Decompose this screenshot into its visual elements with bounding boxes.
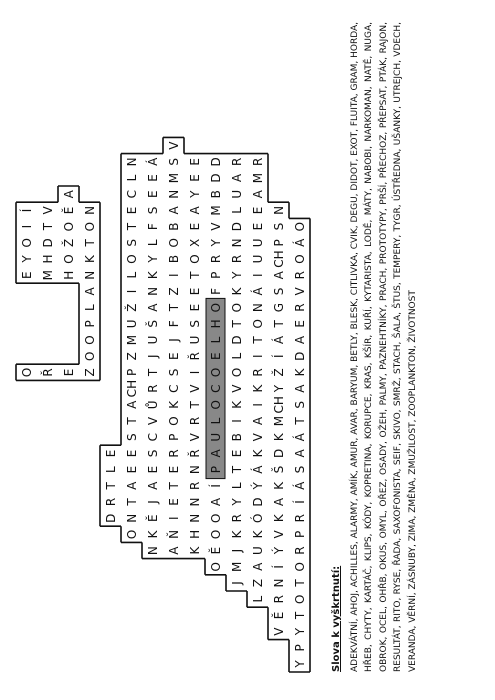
- grid-letter: U: [250, 238, 265, 248]
- grid-letter: Z: [82, 368, 97, 377]
- grid-letter: U: [187, 335, 202, 345]
- grid-letter: E: [145, 190, 160, 198]
- grid-letter: S: [145, 206, 160, 215]
- grid-letter: A: [271, 497, 286, 507]
- grid-letter: N: [82, 270, 97, 280]
- grid-letter: A: [145, 481, 160, 490]
- grid-letter: CH: [124, 379, 139, 398]
- grid-letter: N: [166, 189, 181, 199]
- grid-letter: O: [250, 319, 265, 329]
- grid-letter: T: [292, 417, 307, 425]
- grid-letter: U: [208, 432, 223, 442]
- grid-letter: V: [40, 206, 55, 215]
- grid-letter: E: [124, 465, 139, 474]
- grid-letter: I: [229, 419, 244, 423]
- grid-letter: T: [103, 482, 118, 490]
- grid-letter: P: [208, 271, 223, 279]
- grid-letter: B: [229, 433, 244, 442]
- grid-letter: T: [250, 336, 265, 344]
- grid-letter: V: [271, 627, 286, 636]
- grid-letter: L: [229, 352, 244, 360]
- grid-letter: N: [229, 238, 244, 248]
- grid-letter: N: [271, 578, 286, 588]
- grid-letter: T: [40, 222, 55, 231]
- grid-letter: H: [61, 270, 76, 280]
- grid-letter: V: [145, 416, 160, 426]
- grid-letter: T: [166, 482, 181, 490]
- grid-letter: Ů: [145, 400, 160, 410]
- grid-letter: O: [208, 562, 223, 572]
- grid-letter: E: [292, 320, 307, 328]
- grid-letter: S: [271, 287, 286, 296]
- grid-letter: O: [292, 221, 307, 232]
- grid-letter: E: [166, 498, 181, 506]
- grid-letter: I: [250, 354, 265, 358]
- grid-letter: E: [250, 206, 265, 215]
- grid-letter: R: [250, 368, 265, 377]
- grid-letter: R: [229, 157, 244, 166]
- grid-letter: CH: [271, 250, 286, 268]
- grid-letter: K: [271, 514, 286, 523]
- grid-letter: I: [250, 273, 265, 277]
- word-bank-list: ADEKVÁTNÍ, AHOJ, ACHILLES, ALARMY, AMÍK, AMUR, AVAR, BARYUM, BETLY, BLESK, CITLIVKA, CVIK, DEGU, DIDOT, EXOT, FLUITA, GRAM, HORDA, HŘEB, CHYTY, KARTÁČ, KLIPS, KÓDY, KOPRETINA, KORUPCE, KRAS, KŠÍR, KUŘÍ, KYTARISTA, LODĚ, MÁTY, NABOBI, NARKOMAN, NATĚ, NUGA, OBROK, OCEL, OHŘB, OKUS, OMYL, OŘEZ, OSADY, OŽEH, PALMY, PAZNEHTNÍKY, PRACH, PROTOTYPY, PRŠÍ, PŘECHOZ, PŘEPSAT, PTÁK, RAJON, RESULTÁT, RITO, RYSE, ŘADA, SAXOFONISTA, SEIF, SKIVO, SMRŽ, STACH, ŠALA, ŠTUS, TEMPERY, TYGR, ÚSTŘEDNA, UŠANKY, UTREJCH, VDECH, VERANDA, VĚRNÍ, ZÁSNUBY, ZIMA, ZMĚNA, ZMUŽILOST, ZOOPLANKTON, ŽIVOTNOST: [349, 22, 418, 672]
- grid-letter: K: [229, 400, 244, 409]
- grid-letter: Ý: [250, 482, 265, 490]
- grid-letter: Y: [292, 660, 307, 668]
- grid-letter: S: [166, 158, 181, 166]
- grid-letter: U: [250, 546, 265, 556]
- grid-letter: P: [166, 433, 181, 441]
- grid-letter: S: [166, 368, 181, 377]
- grid-letter: Í: [271, 565, 286, 569]
- grid-letter: N: [187, 513, 202, 523]
- grid-letter: O: [292, 254, 307, 264]
- grid-letter: O: [61, 254, 76, 264]
- grid-letter: Ř: [187, 449, 202, 458]
- grid-letter: Á: [250, 465, 265, 474]
- grid-letter: R: [292, 271, 307, 280]
- grid-letter: V: [166, 141, 181, 150]
- grid-letter: U: [124, 319, 139, 329]
- grid-letter: R: [208, 254, 223, 264]
- grid-letter: A: [208, 449, 223, 458]
- grid-letter: A: [250, 562, 265, 571]
- grid-letter: Š: [145, 320, 160, 328]
- grid-letter: O: [187, 254, 202, 264]
- grid-letter: D: [208, 173, 223, 183]
- grid-letter: O: [208, 367, 223, 378]
- grid-letter: I: [124, 289, 139, 294]
- grid-letter: R: [229, 514, 244, 523]
- grid-letter: O: [19, 367, 34, 378]
- grid-letter: L: [229, 482, 244, 490]
- grid-letter: R: [250, 157, 265, 166]
- grid-letter: Y: [145, 255, 160, 263]
- grid-letter: A: [208, 497, 223, 507]
- grid-letter: V: [208, 222, 223, 231]
- grid-letter: O: [19, 238, 34, 248]
- grid-letter: Ý: [271, 546, 286, 555]
- grid-letter: O: [208, 513, 223, 523]
- grid-letter: K: [229, 530, 244, 539]
- grid-letter: Í: [208, 484, 223, 488]
- grid-letter: Y: [229, 271, 244, 279]
- grid-letter: M: [124, 334, 139, 346]
- grid-letter: R: [145, 384, 160, 393]
- grid-letter: D: [271, 448, 286, 459]
- grid-letter: I: [250, 403, 265, 407]
- grid-letter: O: [124, 254, 139, 264]
- grid-letter: R: [292, 303, 307, 312]
- grid-letter: Ě: [145, 514, 160, 522]
- grid-letter: N: [82, 205, 97, 215]
- grid-letter: Ř: [40, 368, 55, 377]
- word-bank: [330, 22, 420, 672]
- grid-letter: K: [145, 271, 160, 280]
- grid-letter: N: [124, 157, 139, 167]
- grid-letter: J: [145, 500, 160, 504]
- grid-letter: Š: [271, 465, 286, 474]
- grid-letter: X: [187, 238, 202, 247]
- grid-letter: V: [271, 530, 286, 539]
- grid-letter: O: [208, 400, 223, 410]
- grid-letter: P: [292, 644, 307, 652]
- grid-letter: K: [82, 255, 97, 263]
- grid-letter: T: [187, 401, 202, 409]
- grid-letter: N: [187, 465, 202, 475]
- grid-letter: E: [103, 449, 118, 458]
- grid-letter: M: [40, 270, 55, 281]
- grid-letter: O: [229, 302, 244, 313]
- grid-letter: Á: [292, 238, 307, 247]
- grid-letter: L: [208, 336, 223, 344]
- grid-letter: E: [187, 158, 202, 166]
- grid-letter: Í: [19, 208, 34, 213]
- grid-letter: A: [124, 481, 139, 490]
- grid-letter: Á: [145, 157, 160, 166]
- grid-letter: P: [271, 239, 286, 247]
- grid-letter: M: [271, 415, 286, 427]
- grid-letter: L: [250, 595, 265, 603]
- grid-letter: R: [103, 497, 118, 507]
- grid-letter: O: [229, 367, 244, 378]
- grid-letter: E: [124, 449, 139, 458]
- grid-letter: K: [145, 530, 160, 539]
- grid-letter: E: [145, 174, 160, 182]
- grid-letter: E: [208, 352, 223, 360]
- grid-letter: K: [250, 384, 265, 393]
- grid-letter: R: [187, 416, 202, 426]
- grid-letter: L: [145, 239, 160, 247]
- grid-letter: E: [187, 222, 202, 231]
- grid-letter: D: [250, 497, 265, 507]
- grid-letter: M: [166, 172, 181, 184]
- grid-letter: P: [82, 320, 97, 328]
- grid-letter: Y: [187, 190, 202, 198]
- grid-letter: J: [229, 581, 244, 585]
- grid-letter: R: [229, 254, 244, 264]
- grid-letter: A: [292, 449, 307, 458]
- grid-letter: E: [145, 465, 160, 474]
- grid-letter: S: [187, 320, 202, 328]
- grid-letter: Y: [292, 627, 307, 636]
- grid-letter: K: [166, 400, 181, 409]
- grid-letter: Y: [271, 384, 286, 393]
- grid-letter: U: [145, 335, 160, 345]
- grid-letter: C: [166, 384, 181, 393]
- grid-letter: O: [292, 594, 307, 604]
- grid-letter: A: [292, 335, 307, 345]
- grid-letter: R: [187, 481, 202, 490]
- grid-letter: Á: [292, 481, 307, 490]
- grid-letter: A: [82, 287, 97, 296]
- grid-letter: G: [271, 302, 286, 313]
- grid-letter: Ě: [208, 546, 223, 555]
- grid-letter: A: [61, 190, 76, 199]
- grid-letter: D: [229, 335, 244, 345]
- grid-letter: K: [250, 449, 265, 458]
- grid-letter: C: [208, 384, 223, 393]
- grid-letter: O: [124, 529, 139, 540]
- grid-letter: Á: [271, 335, 286, 345]
- grid-letter: A: [229, 173, 244, 183]
- grid-letter: A: [250, 190, 265, 199]
- grid-letter: Y: [208, 239, 223, 247]
- grid-letter: S: [124, 239, 139, 247]
- grid-letter: T: [145, 368, 160, 377]
- grid-letter: E: [166, 352, 181, 360]
- grid-letter: C: [124, 190, 139, 199]
- grid-letter: B: [166, 254, 181, 264]
- grid-letter: P: [208, 465, 223, 474]
- grid-letter: L: [124, 174, 139, 182]
- grid-letter: N: [145, 286, 160, 296]
- word-bank-title: Slova k vyškrtnutí:: [331, 565, 342, 672]
- grid-letter: U: [250, 254, 265, 264]
- grid-letter: K: [187, 546, 202, 555]
- grid-letter: A: [145, 303, 160, 312]
- grid-letter: P: [124, 368, 139, 377]
- grid-letter: Ě: [271, 611, 286, 620]
- grid-letter: N: [187, 497, 202, 507]
- grid-letter: Á: [250, 287, 265, 296]
- grid-letter: N: [145, 546, 160, 556]
- grid-letter: O: [82, 221, 97, 232]
- grid-letter: F: [166, 320, 181, 328]
- grid-letter: P: [292, 530, 307, 539]
- grid-letter: T: [124, 222, 139, 231]
- grid-letter: S: [271, 222, 286, 231]
- grid-letter: E: [19, 271, 34, 279]
- grid-letter: S: [145, 449, 160, 458]
- grid-letter: J: [229, 548, 244, 553]
- grid-letter: T: [82, 239, 97, 247]
- grid-letter: Z: [166, 287, 181, 296]
- grid-letter: D: [208, 157, 223, 167]
- grid-letter: O: [82, 351, 97, 361]
- grid-letter: C: [145, 433, 160, 442]
- grid-letter: M: [250, 172, 265, 184]
- grid-letter: T: [124, 498, 139, 506]
- grid-letter: I: [166, 273, 181, 277]
- grid-letter: Z: [124, 352, 139, 361]
- grid-letter: B: [208, 190, 223, 199]
- grid-letter: E: [187, 174, 202, 182]
- grid-letter: E: [250, 222, 265, 231]
- grid-letter: F: [208, 287, 223, 295]
- grid-letter: T: [292, 579, 307, 587]
- grid-letter: T: [187, 271, 202, 279]
- grid-letter: H: [40, 254, 55, 264]
- grid-letter: A: [187, 206, 202, 215]
- grid-letter: I: [166, 516, 181, 520]
- grid-letter: O: [166, 238, 181, 248]
- grid-letter: N: [250, 303, 265, 313]
- grid-letter: D: [40, 238, 55, 248]
- grid-letter: E: [124, 206, 139, 215]
- grid-letter: A: [250, 416, 265, 426]
- grid-letter: T: [271, 320, 286, 328]
- word-search-grid: [16, 32, 319, 672]
- grid-letter: A: [292, 384, 307, 393]
- grid-letter: S: [292, 401, 307, 409]
- grid-letter: E: [61, 368, 76, 377]
- grid-letter: Í: [271, 354, 286, 358]
- grid-letter: Ž: [271, 368, 286, 377]
- grid-letter: T: [292, 611, 307, 620]
- grid-letter: A: [271, 271, 286, 280]
- grid-letter: D: [103, 513, 118, 523]
- grid-letter: R: [271, 595, 286, 604]
- grid-letter: J: [145, 354, 160, 358]
- grid-letter: Ě: [61, 206, 76, 215]
- grid-letter: L: [103, 466, 118, 473]
- grid-letter: Á: [292, 433, 307, 442]
- grid-letter: CH: [271, 396, 286, 414]
- grid-letter: O: [208, 302, 223, 313]
- grid-letter: R: [292, 514, 307, 523]
- grid-letter: V: [229, 384, 244, 393]
- grid-letter: O: [292, 562, 307, 572]
- grid-letter: E: [166, 465, 181, 474]
- grid-letter: T: [166, 303, 181, 312]
- grid-letter: H: [187, 529, 202, 539]
- grid-letter: O: [166, 416, 181, 426]
- grid-letter: O: [208, 529, 223, 540]
- grid-letter: N: [271, 205, 286, 215]
- grid-letter: M: [229, 561, 244, 572]
- grid-letter: Ř: [187, 352, 202, 361]
- grid-letter: Í: [292, 500, 307, 504]
- grid-letter: E: [187, 287, 202, 296]
- grid-letter: Ň: [166, 529, 181, 539]
- grid-letter: L: [124, 271, 139, 279]
- grid-letter: S: [124, 433, 139, 442]
- grid-letter: A: [166, 546, 181, 555]
- grid-letter: T: [229, 465, 244, 474]
- grid-letter: M: [208, 205, 223, 216]
- grid-letter: R: [166, 449, 181, 458]
- grid-letter: O: [61, 221, 76, 232]
- grid-letter: I: [187, 370, 202, 375]
- grid-letter: F: [145, 223, 160, 231]
- grid-letter: A: [166, 206, 181, 215]
- grid-letter: B: [166, 222, 181, 231]
- grid-letter: S: [292, 465, 307, 474]
- grid-letter: Y: [19, 255, 34, 263]
- grid-letter: K: [229, 287, 244, 296]
- grid-letter: L: [208, 417, 223, 425]
- grid-letter: K: [292, 368, 307, 377]
- grid-letter: Ž: [124, 303, 139, 312]
- grid-letter: Ó: [250, 513, 265, 523]
- grid-letter: V: [292, 287, 307, 296]
- grid-letter: H: [208, 319, 223, 329]
- grid-letter: K: [271, 481, 286, 490]
- grid-letter: Y: [229, 498, 244, 506]
- grid-letter: V: [250, 433, 265, 442]
- grid-letter: L: [229, 207, 244, 214]
- grid-letter: D: [229, 221, 244, 232]
- grid-letter: K: [250, 530, 265, 539]
- grid-letter: A: [124, 400, 139, 409]
- grid-letter: T: [124, 417, 139, 425]
- grid-letter: J: [166, 338, 181, 342]
- grid-letter: D: [292, 351, 307, 361]
- grid-letter: V: [187, 433, 202, 442]
- grid-letter: O: [82, 335, 97, 345]
- grid-letter: Z: [250, 578, 265, 588]
- grid-letter: E: [229, 449, 244, 458]
- grid-letter: K: [271, 433, 286, 442]
- grid-letter: R: [292, 546, 307, 555]
- grid-letter: L: [82, 304, 97, 311]
- grid-letter: U: [229, 189, 244, 199]
- grid-letter: I: [19, 224, 34, 229]
- grid-letter: V: [187, 384, 202, 393]
- grid-letter: T: [229, 320, 244, 328]
- grid-letter: E: [187, 303, 202, 312]
- grid-letter: N: [124, 513, 139, 523]
- grid-letter: Ž: [61, 238, 76, 247]
